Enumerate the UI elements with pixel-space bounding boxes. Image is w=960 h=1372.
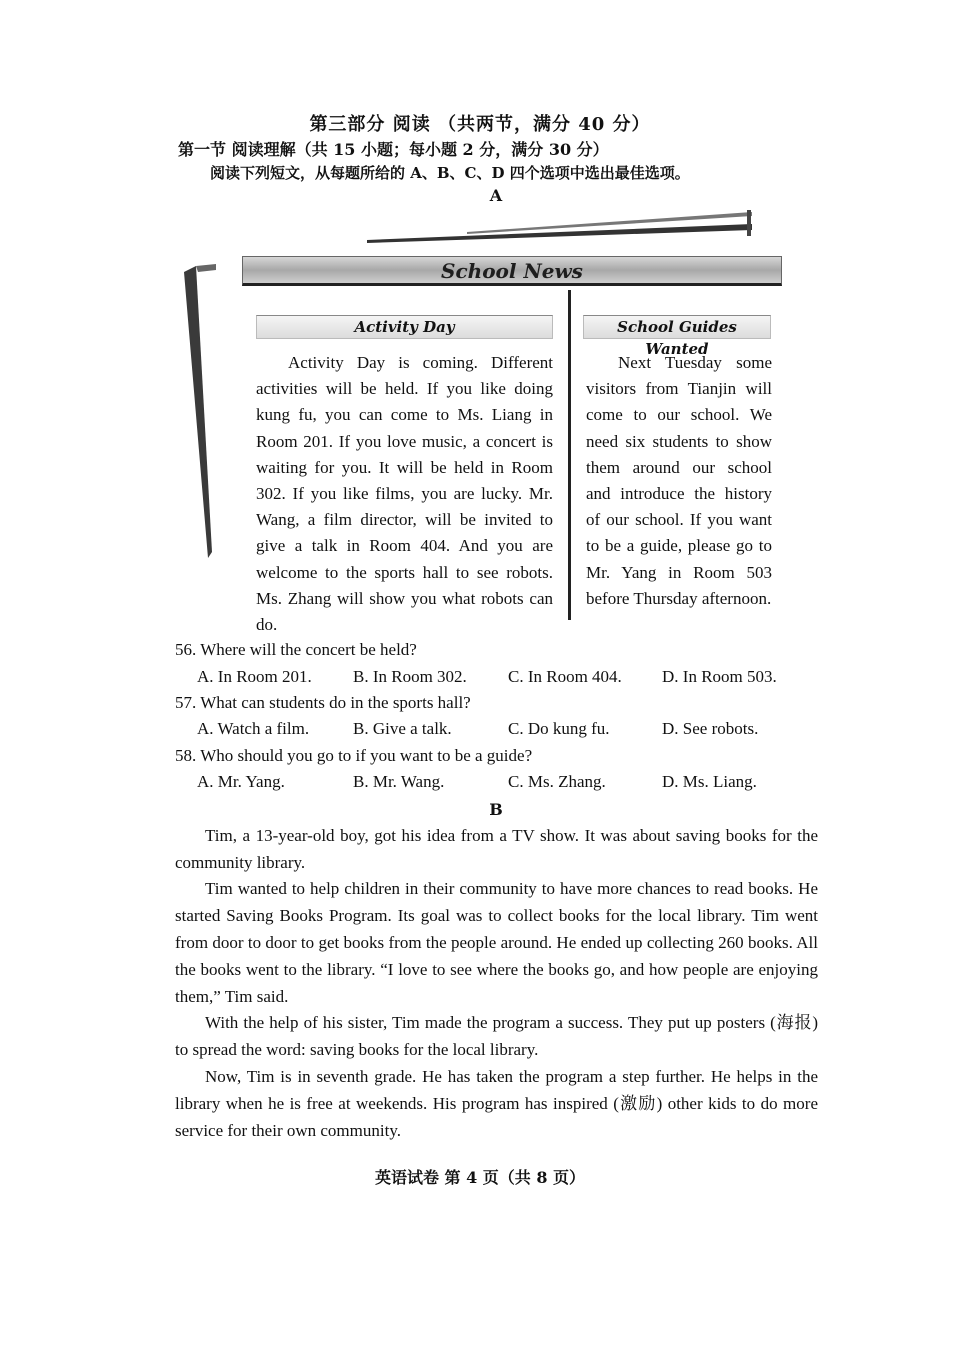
option-d: D. Ms. Liang. xyxy=(662,772,757,791)
passage-b-paragraph: With the help of his sister, Tim made the program a success. They put up posters (海报) to spread the word: saving books for the local library. xyxy=(175,1013,818,1059)
option-a: A. In Room 201. xyxy=(197,667,312,686)
part-title: 第三部分 阅读 （共两节，满分 40 分） xyxy=(309,114,651,135)
option-c: C. In Room 404. xyxy=(508,667,622,686)
option-a: A. Watch a film. xyxy=(197,719,310,738)
guides-wanted-text: Next Tuesday some visitors from Tianjin will come to our school. We need six students to show them around our school and introduce the history of our school. If you want to be a guide, please go to Mr. Yang in Room 503 before Thursday afternoon. xyxy=(586,353,772,608)
question-58: 58. Who should you go to if you want to be a guide? xyxy=(175,746,533,765)
option-b: B. In Room 302. xyxy=(353,667,467,686)
option-d: D. See robots. xyxy=(662,719,759,738)
guides-wanted-heading: School Guides Wanted xyxy=(583,315,771,339)
page-footer: 英语试卷 第 4 页（共 8 页） xyxy=(374,1168,586,1187)
passage-b-paragraph: Tim, a 13-year-old boy, got his idea from a TV show. It was about saving books for the community library. xyxy=(175,826,818,872)
banner-title: School News xyxy=(441,259,583,283)
decorative-page-stroke xyxy=(367,210,752,244)
activity-day-text: Activity Day is coming. Different activities will be held. If you like doing kung fu, you can come to Ms. Liang in Room 201. If you love music, a concert is waiting for you. It will be held in Room 302. If you like films, you are lucky. Mr. Wang, a film director, will be invited to give a talk in Room 404. And you are welcome to the sports hall to see robots. Ms. Zhang will show you what robots can do. xyxy=(256,353,553,635)
option-c: C. Do kung fu. xyxy=(508,719,610,738)
option-a: A. Mr. Yang. xyxy=(197,772,285,791)
column-divider xyxy=(568,290,571,620)
option-b: B. Give a talk. xyxy=(353,719,452,738)
instruction-text: 阅读下列短文，从每题所给的 A、B、C、D 四个选项中选出最佳选项。 xyxy=(210,164,690,182)
decorative-page-stroke xyxy=(182,262,218,562)
passage-b-paragraph: Tim wanted to help children in their community to have more chances to read books. He started Saving Books Program. Its goal was to collect books for the local library. Tim went from door to door to get books from the people around. He ended up collecting 260 books. All the books went to the library. “I love to see where the books go, and how people are enjoying them,” Tim said. xyxy=(175,879,818,1006)
option-c: C. Ms. Zhang. xyxy=(508,772,606,791)
question-56: 56. Where will the concert be held? xyxy=(175,640,417,659)
option-b: B. Mr. Wang. xyxy=(353,772,445,791)
passage-b-label: B xyxy=(489,800,503,819)
activity-day-heading: Activity Day xyxy=(256,315,553,339)
passage-b-paragraph: Now, Tim is in seventh grade. He has taken the program a step further. He helps in the library when he is free at weekends. His program has inspired (激励) other kids to do more service for their own community. xyxy=(175,1067,818,1140)
section-title: 第一节 阅读理解（共 15 小题；每小题 2 分，满分 30 分） xyxy=(178,140,609,159)
school-news-banner xyxy=(242,256,782,286)
question-57: 57. What can students do in the sports hall? xyxy=(175,693,471,712)
option-d: D. In Room 503. xyxy=(662,667,777,686)
passage-a-label: A xyxy=(489,186,503,205)
